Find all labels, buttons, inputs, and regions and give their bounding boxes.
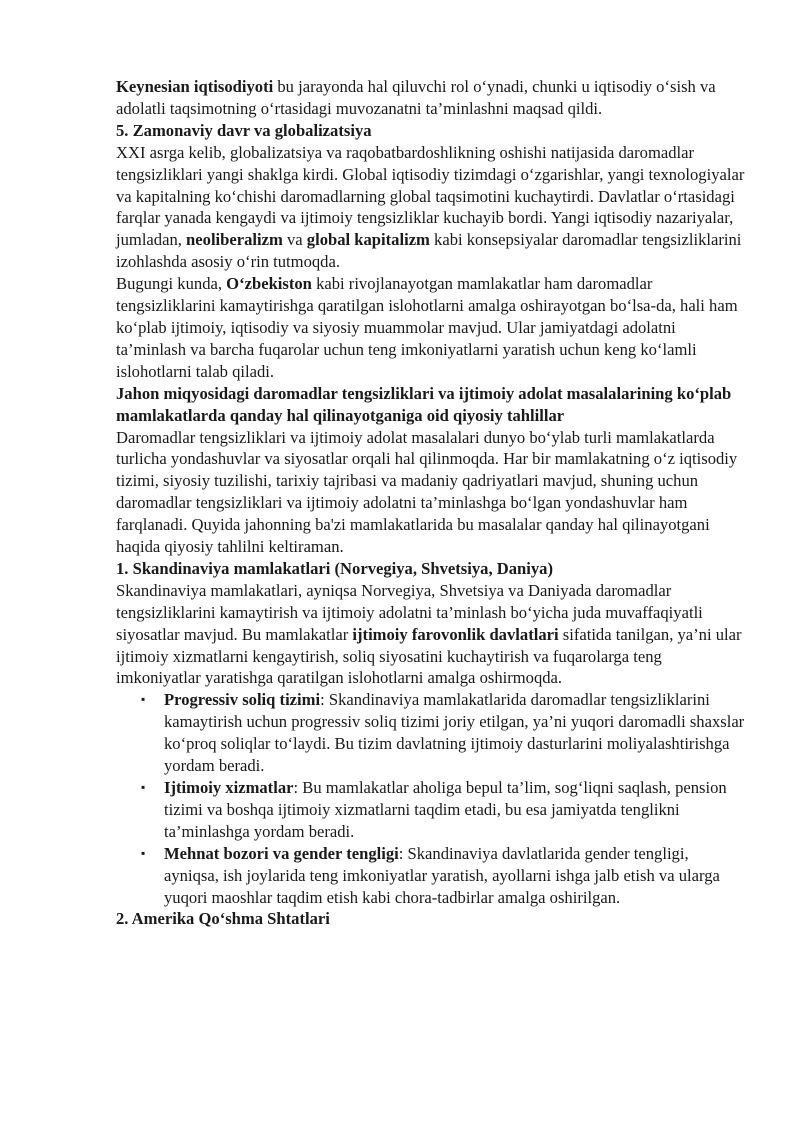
bold-term: Mehnat bozori va gender tengligi [164,843,399,863]
list-item-text: : Skandinaviya mamlakatlarida daromadlar tengsizliklarini kamaytirish uchun progressiv soliq tizimi joriy etilgan, ya’ni yuqori daromadli shaxslar ko‘proq soliqlar to‘laydi. Bu tizim davlatning ijtimoiy dasturlarini moliyalashtirishga yordam beradi. [164,690,745,776]
bold-term: global kapitalizm [306,230,430,250]
section-heading-scandinavia: 1. Skandinaviya mamlakatlari (Norvegiya, Shvetsiya, Daniya) [116,558,553,578]
document-page [116,76,746,930]
bullet-list [116,689,746,908]
paragraph-globalization [116,142,746,273]
bold-term: Progressiv soliq tizimi [164,690,321,710]
paragraph-text: va [282,230,307,250]
paragraph-text: kabi konsepsiyalar daromadlar tengsizliklarini izohlashda asosiy o‘rin tutmoqda. [116,230,742,272]
paragraph-text: kabi rivojlanayotgan mamlakatlar ham daromadlar tengsizliklarini kamaytirishga qaratilgan islohotlarni amalga oshirayotgan bo‘lsa-da, hali ham ko‘plab ijtimoiy, iqtisodiy va siyosiy muammolar mavjud. Ular jamiyatdagi adolatni ta’minlash va barcha fuqarolar uchun teng imkoniyatlarni yaratish uchun keng ko‘lamli islohotlarni talab qiladi. [116,274,738,381]
paragraph-keynesian [116,76,746,120]
main-heading: Jahon miqyosidagi daromadlar tengsizliklari va ijtimoiy adolat masalalarining ko‘plab mamlakatlarda qanday hal qilinayotganiga oid qiyosiy tahlillar [116,383,732,425]
paragraph-text: bu jarayonda hal qiluvchi rol o‘ynadi, chunki u iqtisodiy o‘sish va adolatli taqsimotning o‘rtasidagi muvozanatni ta’minlashni maqsad qildi. [116,77,716,118]
list-item-text: : Bu mamlakatlar aholiga bepul ta’lim, sog‘liqni saqlash, pension tizimi va boshqa ijtimoiy xizmatlarni taqdim etadi, bu esa jamiyatda tenglikni ta’minlashga yordam beradi. [164,778,727,841]
section-heading-5: 5. Zamonaviy davr va globalizatsiya [116,120,372,140]
paragraph-text: Bugungi kunda, [116,274,227,294]
bullet-icon: ▪ [141,780,146,794]
bold-term: neoliberalizm [186,230,283,250]
list-item [116,689,746,777]
section-heading-usa: 2. Amerika Qo‘shma Shtatlari [116,909,330,929]
paragraph-scandinavia [116,580,746,690]
paragraph-uzbekistan [116,273,746,383]
bullet-icon: ▪ [141,845,146,860]
list-item [116,777,746,843]
bold-term: ijtimoiy farovonlik davlatlari [352,624,559,644]
bullet-icon: ▪ [141,692,146,707]
list-item-text: : Skandinaviya davlatlarida gender tengligi, ayniqsa, ish joylarida teng imkoniyatlar yaratish, ayollarni ishga jalb etish va ularga yuqori maoshlar taqdim etish kabi chora-tadbirlar amalga oshirilgan. [164,843,720,907]
paragraph-intro: Daromadlar tengsizliklari va ijtimoiy adolat masalalari dunyo bo‘ylab turli mamlakatlarda turlicha yondashuvlar va siyosatlar orqali hal qilinmoqda. Har bir mamlakatning o‘z iqtisodiy tizimi, siyosiy tuzilishi, tarixiy tajribasi va madaniy qadriyatlari mavjud, shuning uchun daromadlar tengsizliklari va ijtimoiy adolatni ta’minlashga bo‘lgan yondashuvlar ham farqlanadi. Quyida jahonning ba'zi mamlakatlarida bu masalalar qanday hal qilinayotgani haqida qiyosiy tahlilni keltiraman. [116,427,738,557]
bold-term: Ijtimoiy xizmatlar [164,778,294,797]
paragraph-text: sifatida tanilgan, ya’ni ular ijtimoiy xizmatlarni kengaytirish, soliq siyosatini kuchaytirish va fuqarolarga teng imkoniyatlar yaratishga qaratilgan islohotlarni amalga oshirmoqda. [116,624,742,688]
list-item [116,843,746,909]
bold-term: Keynesian iqtisodiyoti [116,77,274,96]
paragraph-text: Skandinaviya mamlakatlari, ayniqsa Norvegiya, Shvetsiya va Daniyada daromadlar tengsizliklarini kamaytirish va ijtimoiy adolatni ta’minlash bo‘yicha juda muvaffaqiyatli siyosatlar mavjud. Bu mamlakatlar [116,580,703,644]
bold-term: O‘zbekiston [226,274,312,294]
paragraph-text: XXI asrga kelib, globalizatsiya va raqobatbardoshlikning oshishi natijasida daromadlar tengsizliklari yangi shaklga kirdi. Global iqtisodiy tizimdagi o‘zgarishlar, yangi texnologiyalar va kapitalning ko‘chishi daromadlarning global taqsimotini kuchaytirdi. Davlatlar o‘rtasidagi farqlar yanada kengaydi va ijtimoiy tengsizliklar kuchayib bordi. Yangi iqtisodiy nazariyalar, jumladan, [116,142,745,250]
